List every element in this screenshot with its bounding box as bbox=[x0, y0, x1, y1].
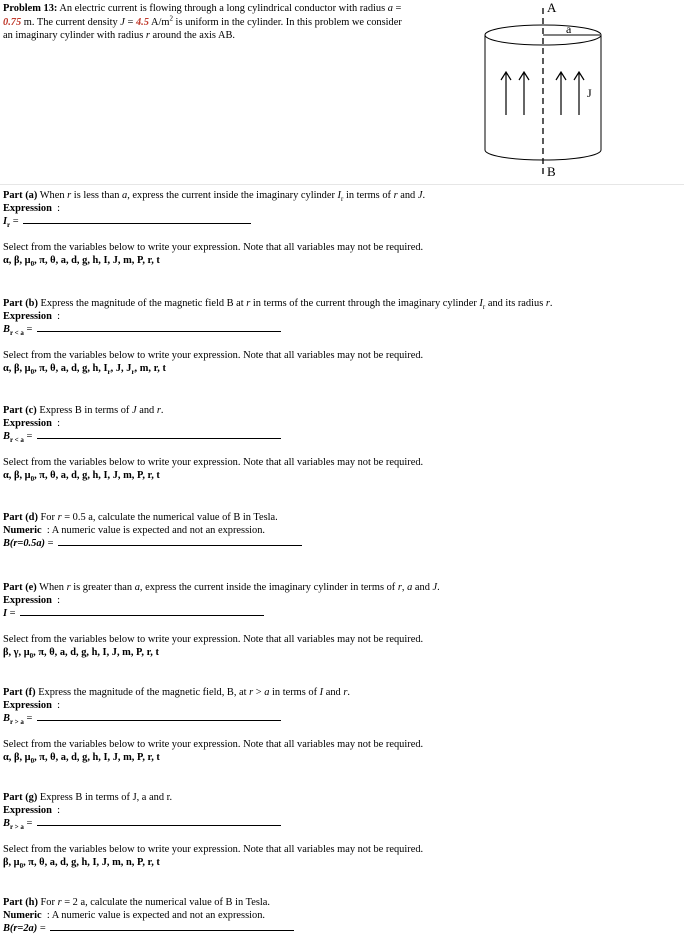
answer-field[interactable] bbox=[20, 607, 264, 616]
label-J: J bbox=[587, 86, 592, 100]
variable-list: α, β, $\mu_0$, π, θ, a, d, g, h, I, J, m, P, r, t bbox=[3, 255, 160, 269]
density-value: 4.5 bbox=[135, 16, 149, 28]
variable-list: β, γ, $\mu_0$, π, θ, a, d, g, h, I, J, m, P, r, t bbox=[3, 647, 159, 661]
part-c: Part (c) Express B in terms of J and r. Expression : $B_{r < a}$ = Select from the variables below to write your expression. Note that all variables may not be required. α, β, $\mu_0$, π, θ, a, d, g, h, I, J, m, P, r, t bbox=[3, 404, 663, 482]
answer-field[interactable] bbox=[37, 430, 281, 439]
up-arrow-icon bbox=[574, 72, 584, 115]
problem-label: Problem 13: bbox=[3, 3, 58, 14]
answer-field[interactable] bbox=[37, 323, 281, 332]
variable-list: α, β, $\mu_0$, π, θ, a, d, g, h, $I_r$, J, $J_r$, m, r, t bbox=[3, 363, 166, 377]
up-arrow-icon bbox=[556, 72, 566, 115]
label-a: a bbox=[566, 22, 572, 36]
problem-statement: Problem 13: An electric current is flowing through a long cylindrical conductor with radius a = 0.75 m. The current density J = 4.5 $A/m^2$ is uniform in the cylinder. In this problem we consider an imaginary cylinder with radius r around the axis AB. bbox=[3, 3, 402, 41]
part-f: Part (f) Express the magnitude of the magnetic field, B, at r > a in terms of I and r. Expression : $B_{r > a}$ = Select from the variables below to write your expression. Note that all variables may not be required. α, β, $\mu_0$, π, θ, a, d, g, h, I, J, m, P, r, t bbox=[3, 686, 663, 764]
problem-header bbox=[0, 0, 684, 184]
up-arrow-icon bbox=[501, 72, 511, 115]
cylinder-diagram bbox=[476, 0, 616, 182]
part-e: Part (e) When r is greater than a, express the current inside the imaginary cylinder in terms of r, a and J. Expression : I = Select from the variables below to write your expression. Note that all variables may not be required. β, γ, $\mu_0$, π, θ, a, d, g, h, I, J, m, P, r, t bbox=[3, 581, 663, 659]
variable-list: α, β, $\mu_0$, π, θ, a, d, g, h, I, J, m, P, r, t bbox=[3, 470, 160, 484]
up-arrow-icon bbox=[519, 72, 529, 115]
part-d: Part (d) For r = 0.5 a, calculate the numerical value of B in Tesla. Numeric : A numeric value is expected and not an expression. B(r=0.5a) = bbox=[3, 511, 663, 550]
answer-field[interactable] bbox=[58, 537, 302, 546]
radius-value: 0.75 bbox=[3, 16, 22, 28]
part-b: Part (b) Express the magnitude of the magnetic field B at r in terms of the current through the imaginary cylinder $I_r$ and its radius r. Expression : $B_{r < a}$ = Select from the variables below to write your expression. Note that all variables may not be required. α, β, $\mu_0$, π, θ, a, d, g, h, $I_r$, J, $J_r$, m, r, t bbox=[3, 297, 663, 375]
variable-list: α, β, $\mu_0$, π, θ, a, d, g, h, I, J, m, P, r, t bbox=[3, 752, 160, 766]
answer-field[interactable] bbox=[37, 817, 281, 826]
answer-field[interactable] bbox=[50, 922, 294, 931]
variable-list: β, $\mu_0$, π, θ, a, d, g, h, I, J, m, n, P, r, t bbox=[3, 857, 160, 871]
part-h: Part (h) For r = 2 a, calculate the numerical value of B in Tesla. Numeric : A numeric value is expected and not an expression. B(r=2a) = bbox=[3, 896, 663, 935]
label-A: A bbox=[547, 0, 557, 15]
answer-field[interactable] bbox=[23, 215, 251, 224]
answer-field[interactable] bbox=[37, 712, 281, 721]
part-a: Part (a) When r is less than a, express the current inside the imaginary cylinder $I_r$ in terms of r and J. Expression : $I_r$ = Select from the variables below to write your expression. Note that all variables may not be required. α, β, $\mu_0$, π, θ, a, d, g, h, I, J, m, P, r, t bbox=[3, 189, 663, 267]
header-divider bbox=[0, 184, 684, 185]
part-g: Part (g) Express B in terms of J, a and r. Expression : $B_{r > a}$ = Select from the variables below to write your expression. Note that all variables may not be required. β, $\mu_0$, π, θ, a, d, g, h, I, J, m, n, P, r, t bbox=[3, 791, 663, 869]
label-B: B bbox=[547, 164, 556, 179]
